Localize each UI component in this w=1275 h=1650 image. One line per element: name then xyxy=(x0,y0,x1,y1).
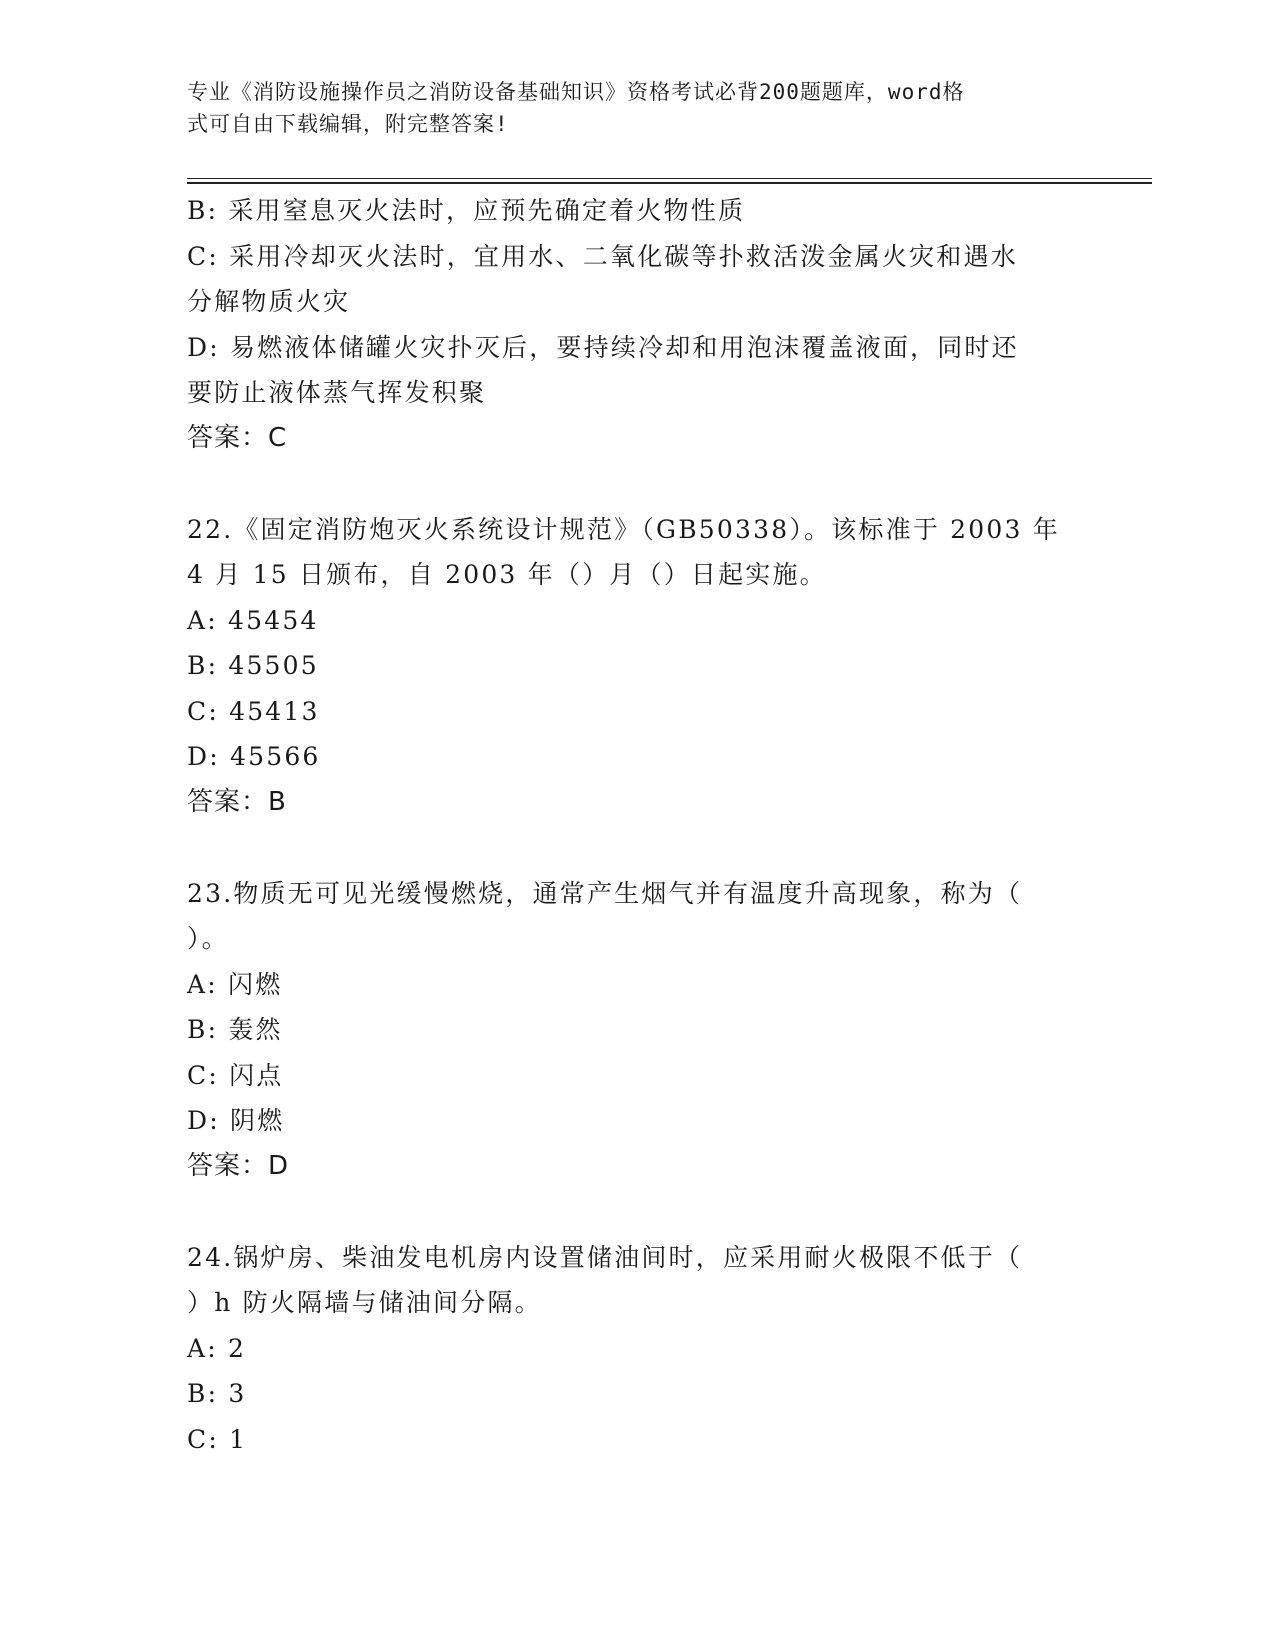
question-21 xyxy=(187,188,1067,461)
option-c-continued: 分解物质火灾 xyxy=(187,287,351,316)
option-a: A: 2 xyxy=(187,1333,247,1363)
question-stem: 24.锅炉房、柴油发电机房内设置储油间时，应采用耐火极限不低于（ xyxy=(187,1242,1023,1272)
question-spacer xyxy=(187,1189,1067,1235)
question-22 xyxy=(187,507,1067,826)
answer-label: 答案：C xyxy=(187,422,288,453)
answer-label: 答案：D xyxy=(187,1150,290,1181)
question-list xyxy=(187,188,1067,1462)
option-b: B: 3 xyxy=(187,1379,247,1408)
option-d: D: 易燃液体储罐火灾扑灭后，要持续冷却和用泡沫覆盖液面，同时还 xyxy=(187,332,1019,362)
option-a: A: 45454 xyxy=(187,605,319,635)
option-d-continued: 要防止液体蒸气挥发积聚 xyxy=(187,378,487,407)
option-b: B: 45505 xyxy=(187,651,319,680)
option-b: B: 采用窒息灭火法时，应预先确定着火物性质 xyxy=(187,196,746,225)
answer-label: 答案：B xyxy=(187,786,287,817)
question-stem: 23.物质无可见光缓慢燃烧，通常产生烟气并有温度升高现象，称为（ xyxy=(187,878,1023,908)
option-d: D: 45566 xyxy=(187,742,321,771)
option-a: A: 闪燃 xyxy=(187,969,283,999)
option-c: C: 45413 xyxy=(187,696,320,726)
header-line-1: 专业《消防设施操作员之消防设备基础知识》资格考试必背200题题库，word格 xyxy=(187,80,965,104)
option-d: D: 阴燃 xyxy=(187,1106,285,1135)
option-c: C: 闪点 xyxy=(187,1060,284,1090)
header-divider-thick xyxy=(187,182,1152,184)
question-stem-continued: 4 月 15 日颁布，自 2003 年（）月（）日起实施。 xyxy=(187,560,827,589)
question-stem-continued: ）。 xyxy=(187,924,229,953)
header-divider-thin xyxy=(187,178,1152,179)
question-23 xyxy=(187,871,1067,1190)
question-stem-continued: ）h 防火隔墙与储油间分隔。 xyxy=(187,1288,542,1317)
option-c: C: 1 xyxy=(187,1424,248,1454)
question-spacer xyxy=(187,825,1067,871)
option-c: C: 采用冷却灭火法时，宜用水、二氧化碳等扑救活泼金属火灾和遇水 xyxy=(187,241,1018,271)
header-line-2: 式可自由下载编辑，附完整答案! xyxy=(187,112,509,136)
question-stem: 22.《固定消防炮灭火系统设计规范》（GB50338）。该标准于 2003 年 xyxy=(187,514,1060,544)
option-b: B: 轰然 xyxy=(187,1015,283,1044)
question-spacer xyxy=(187,461,1067,507)
question-24 xyxy=(187,1235,1067,1463)
document-header xyxy=(187,76,1067,140)
